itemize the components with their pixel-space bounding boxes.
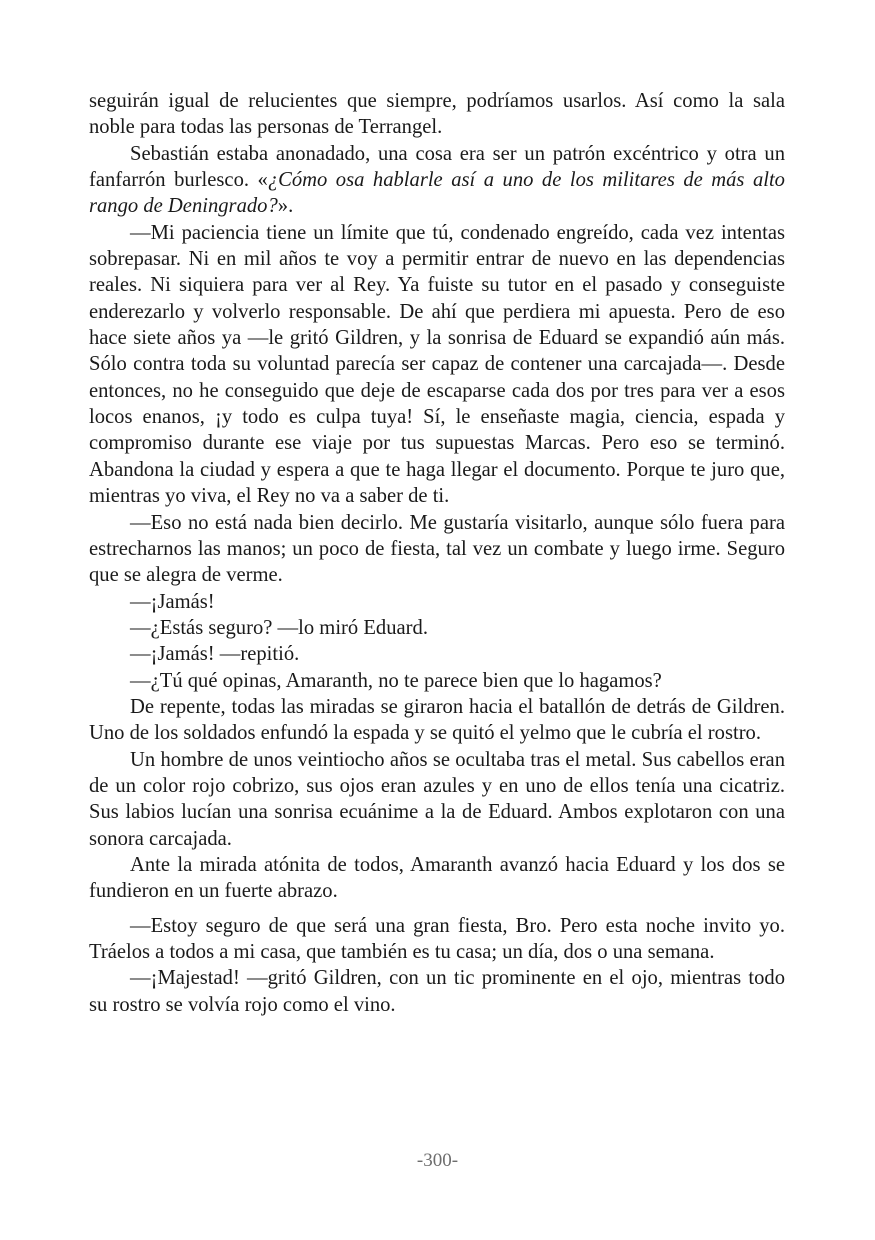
dialogue-line: —¡Jamás! —repitió. (130, 643, 300, 666)
dialogue-line: —¿Estás seguro? —lo miró Eduard. (130, 616, 428, 639)
paragraph-batallon: De repente, todas las miradas se giraron hacia el batallón de detrás de Gildren. Uno de los soldados enfundó la espada y se quitó el yelmo que le cubría el rostro. (89, 695, 785, 745)
paragraph-continuation: seguirán igual de relucientes que siempre, podríamos usarlos. Así como la sala noble para todas las personas de Terrangel. (89, 90, 785, 139)
paragraph-abrazo: Ante la mirada atónita de todos, Amaranth avanzó hacia Eduard y los dos se fundieron en un fuerte abrazo. (89, 853, 785, 903)
paragraph-sebastian (89, 141, 785, 220)
body-text (89, 88, 785, 1018)
paragraph-majestad: —¡Majestad! —gritó Gildren, con un tic prominente en el ojo, mientras todo su rostro se volvía rojo como el vino. (89, 967, 785, 1016)
paragraph-eduard-reply: —Eso no está nada bien decirlo. Me gustaría visitarlo, aunque sólo fuera para estrecharnos las manos; un poco de fiesta, tal vez un combate y luego irme. Seguro que se alegra de verme. (89, 511, 785, 587)
paragraph-fiesta: —Estoy seguro de que será una gran fiesta, Bro. Pero esta noche invito yo. Tráelos a todos a mi casa, que también es tu casa; un día, dos o una semana. (89, 914, 785, 963)
dialogue-line: —¿Tú qué opinas, Amaranth, no te parece bien que lo hagamos? (130, 669, 662, 692)
italic-thought: ¿Cómo osa hablarle así a uno de los militares de más alto rango de Deningrado? (89, 169, 785, 218)
paragraph-gildren-speech: —Mi paciencia tiene un límite que tú, condenado engreído, cada vez intentas sobrepasar. Ni en mil años te voy a permitir entrar de nuevo en las dependencias reales. Ni siquiera para ver al Rey. Ya fuiste su tutor en el pasado y conseguiste enderezarlo y volverlo responsable. De ahí que perdiera mi apuesta. Pero de eso hace siete años ya —le gritó Gildren, y la sonrisa de Eduard se expandió aún más. Sólo contra toda su voluntad parecía ser capaz de contener una carcajada—. Desde entonces, no he conseguido que deje de escaparse cada dos por tres para ver a esos locos enanos, ¡y todo es culpa tuya! Sí, le enseñaste magia, ciencia, espada y compromiso durante ese viaje por tus supuestas Marcas. Pero eso se terminó. Abandona la ciudad y espera a que te haga llegar el documento. Porque te juro que, mientras yo viva, el Rey no va a saber de ti. (89, 221, 785, 508)
closing-quote: ». (277, 195, 294, 218)
paragraph-hombre: Un hombre de unos veintiocho años se ocultaba tras el metal. Sus cabellos eran de un color rojo cobrizo, sus ojos eran azules y en uno de ellos tenía una cicatriz. Sus labios lucían una sonrisa ecuánime a la de Eduard. Ambos explotaron con una sonora carcajada. (89, 748, 785, 850)
page-number: -300- (416, 1150, 459, 1171)
dialogue-line: —¡Jamás! (130, 590, 215, 613)
paragraph-sebastian-text: Sebastián estaba anonadado, una cosa era ser un patrón excéntrico y otra un fanfarrón burlesco. « (89, 142, 785, 192)
